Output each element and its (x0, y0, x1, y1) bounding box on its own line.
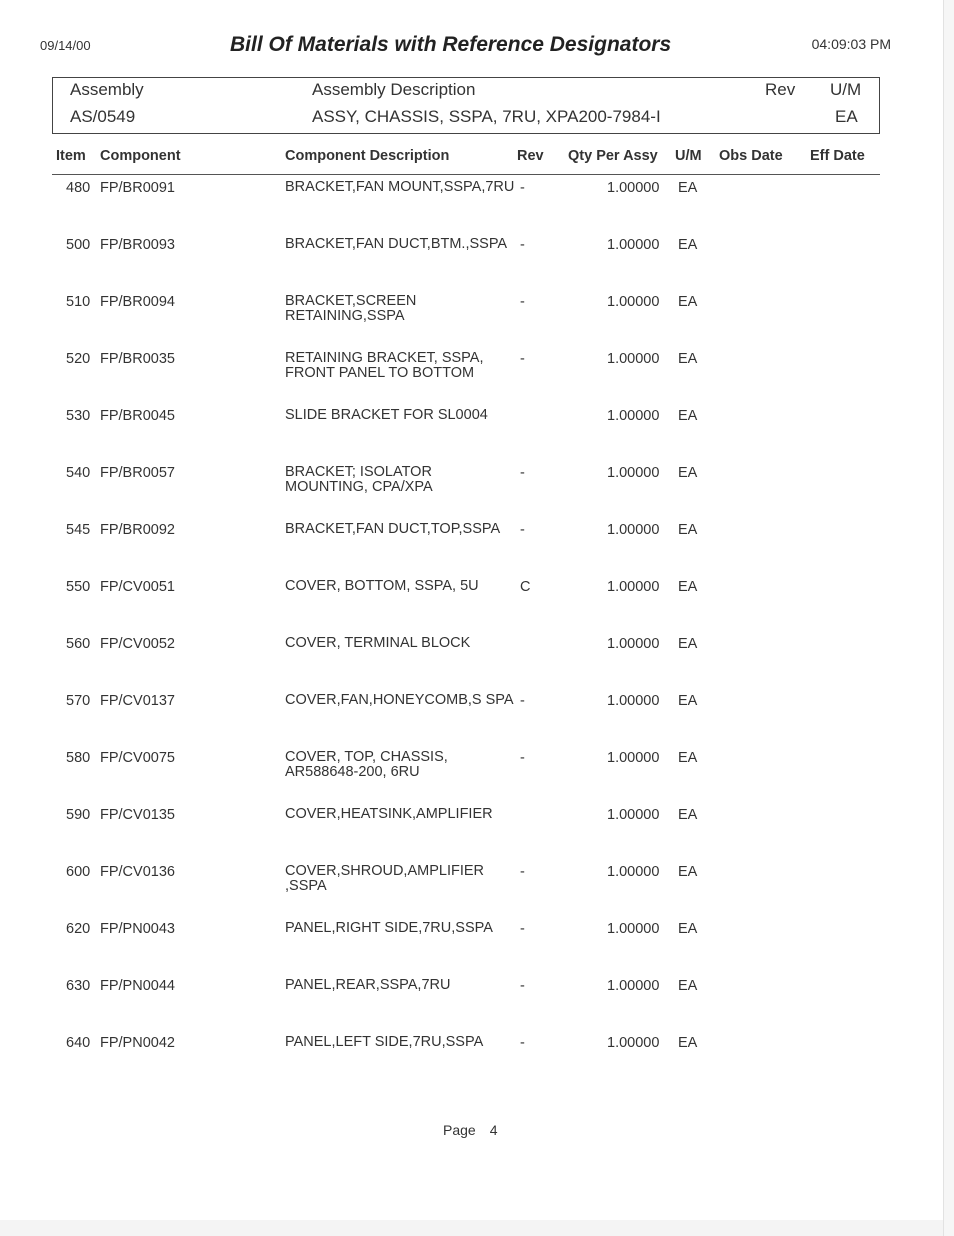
column-header-description: Component Description (285, 148, 450, 164)
item-number: 640 (66, 1035, 91, 1051)
component-description: BRACKET,SCREEN RETAINING,SSPA (285, 293, 417, 324)
component-code: FP/BR0035 (100, 351, 175, 367)
page-footer (443, 1122, 498, 1138)
item-number: 550 (66, 579, 91, 595)
component-rev: - (520, 465, 525, 481)
qty-per-assy: 1.00000 (607, 465, 660, 481)
item-number: 570 (66, 693, 91, 709)
qty-per-assy: 1.00000 (607, 522, 660, 538)
column-header-obs-date: Obs Date (719, 148, 783, 164)
component-rev: - (520, 978, 525, 994)
component-description: BRACKET,FAN DUCT,TOP,SSPA (285, 521, 501, 537)
item-number: 530 (66, 408, 91, 424)
component-description: COVER,FAN,HONEYCOMB,S SPA (285, 692, 514, 708)
component-rev: - (520, 294, 525, 310)
component-code: FP/CV0051 (100, 579, 175, 595)
page-bottom-edge (0, 1220, 954, 1236)
component-description: COVER,SHROUD,AMPLIFIER ,SSPA (285, 863, 484, 894)
item-number: 540 (66, 465, 91, 481)
unit-of-measure: EA (678, 294, 698, 310)
component-code: FP/PN0044 (100, 978, 175, 994)
qty-per-assy: 1.00000 (607, 864, 660, 880)
item-number: 545 (66, 522, 91, 538)
component-description: RETAINING BRACKET, SSPA, FRONT PANEL TO BOTTOM (285, 350, 484, 381)
component-code: FP/CV0137 (100, 693, 175, 709)
item-number: 500 (66, 237, 91, 253)
qty-per-assy: 1.00000 (607, 807, 660, 823)
assembly-box (52, 77, 880, 134)
component-rev: - (520, 351, 525, 367)
component-code: FP/CV0052 (100, 636, 175, 652)
column-header-component: Component (100, 148, 181, 164)
unit-of-measure: EA (678, 807, 698, 823)
component-rev: - (520, 1035, 525, 1051)
unit-of-measure: EA (678, 921, 698, 937)
item-number: 480 (66, 180, 91, 196)
unit-of-measure: EA (678, 978, 698, 994)
component-description: COVER, TERMINAL BLOCK (285, 635, 471, 651)
unit-of-measure: EA (678, 1035, 698, 1051)
component-code: FP/BR0094 (100, 294, 175, 310)
component-rev: - (520, 693, 525, 709)
qty-per-assy: 1.00000 (607, 636, 660, 652)
item-number: 590 (66, 807, 91, 823)
component-code: FP/BR0093 (100, 237, 175, 253)
component-description: PANEL,RIGHT SIDE,7RU,SSPA (285, 920, 493, 936)
unit-of-measure: EA (678, 693, 698, 709)
component-rev: - (520, 522, 525, 538)
component-code: FP/CV0136 (100, 864, 175, 880)
unit-of-measure: EA (678, 636, 698, 652)
component-rev: C (520, 579, 531, 595)
qty-per-assy: 1.00000 (607, 294, 660, 310)
qty-per-assy: 1.00000 (607, 180, 660, 196)
qty-per-assy: 1.00000 (607, 579, 660, 595)
component-rev: - (520, 237, 525, 253)
unit-of-measure: EA (678, 864, 698, 880)
item-number: 580 (66, 750, 91, 766)
qty-per-assy: 1.00000 (607, 237, 660, 253)
report-time: 04:09:03 PM (811, 36, 891, 52)
component-description: BRACKET,FAN MOUNT,SSPA,7RU (285, 179, 515, 195)
component-description: BRACKET,FAN DUCT,BTM.,SSPA (285, 236, 508, 252)
unit-of-measure: EA (678, 237, 698, 253)
unit-of-measure: EA (678, 750, 698, 766)
component-code: FP/BR0092 (100, 522, 175, 538)
table-row (0, 522, 954, 572)
table-row (0, 351, 954, 401)
component-description: PANEL,REAR,SSPA,7RU (285, 977, 451, 993)
qty-per-assy: 1.00000 (607, 408, 660, 424)
component-code: FP/PN0042 (100, 1035, 175, 1051)
assembly-rev-label: Rev (765, 80, 796, 99)
qty-per-assy: 1.00000 (607, 921, 660, 937)
column-header-qty: Qty Per Assy (568, 148, 658, 164)
unit-of-measure: EA (678, 522, 698, 538)
qty-per-assy: 1.00000 (607, 693, 660, 709)
component-rev: - (520, 180, 525, 196)
assembly-description-value: ASSY, CHASSIS, SSPA, 7RU, XPA200-7984-I (312, 107, 661, 126)
assembly-um-value: EA (835, 107, 858, 126)
component-description: BRACKET; ISOLATOR MOUNTING, CPA/XPA (285, 464, 433, 495)
assembly-label: Assembly (70, 80, 144, 99)
table-row (0, 465, 954, 515)
qty-per-assy: 1.00000 (607, 978, 660, 994)
page-number: 4 (489, 1122, 498, 1138)
table-row (0, 579, 954, 629)
assembly-description-label: Assembly Description (312, 80, 476, 99)
component-code: FP/BR0057 (100, 465, 175, 481)
header-divider (52, 174, 880, 175)
table-row (0, 408, 954, 458)
unit-of-measure: EA (678, 579, 698, 595)
component-code: FP/BR0045 (100, 408, 175, 424)
item-number: 560 (66, 636, 91, 652)
component-description: SLIDE BRACKET FOR SL0004 (285, 407, 488, 423)
column-header-eff-date: Eff Date (810, 148, 865, 164)
column-header-um: U/M (675, 148, 702, 164)
item-number: 600 (66, 864, 91, 880)
component-description: PANEL,LEFT SIDE,7RU,SSPA (285, 1034, 484, 1050)
qty-per-assy: 1.00000 (607, 1035, 660, 1051)
table-row (0, 807, 954, 857)
column-header-rev: Rev (517, 148, 544, 164)
table-row (0, 864, 954, 914)
component-code: FP/BR0091 (100, 180, 175, 196)
report-date: 09/14/00 (40, 38, 91, 53)
component-code: FP/CV0135 (100, 807, 175, 823)
page-label: Page (443, 1122, 476, 1138)
table-row (0, 636, 954, 686)
unit-of-measure: EA (678, 351, 698, 367)
component-code: FP/PN0043 (100, 921, 175, 937)
component-code: FP/CV0075 (100, 750, 175, 766)
table-row (0, 921, 954, 971)
table-row (0, 237, 954, 287)
component-description: COVER, TOP, CHASSIS, AR588648-200, 6RU (285, 749, 448, 780)
assembly-um-label: U/M (830, 80, 862, 99)
item-number: 630 (66, 978, 91, 994)
qty-per-assy: 1.00000 (607, 750, 660, 766)
assembly-value: AS/0549 (70, 107, 136, 126)
component-description: COVER,HEATSINK,AMPLIFIER (285, 806, 493, 822)
table-row (0, 294, 954, 344)
unit-of-measure: EA (678, 180, 698, 196)
qty-per-assy: 1.00000 (607, 351, 660, 367)
item-number: 510 (66, 294, 91, 310)
report-title: Bill Of Materials with Reference Designators (230, 33, 672, 56)
unit-of-measure: EA (678, 465, 698, 481)
table-row (0, 180, 954, 230)
table-row (0, 978, 954, 1028)
component-rev: - (520, 750, 525, 766)
item-number: 520 (66, 351, 91, 367)
component-description: COVER, BOTTOM, SSPA, 5U (285, 578, 479, 594)
component-rev: - (520, 864, 525, 880)
table-row (0, 750, 954, 800)
table-row (0, 1035, 954, 1085)
item-number: 620 (66, 921, 91, 937)
component-rev: - (520, 921, 525, 937)
unit-of-measure: EA (678, 408, 698, 424)
column-header-item: Item (56, 148, 86, 164)
table-row (0, 693, 954, 743)
